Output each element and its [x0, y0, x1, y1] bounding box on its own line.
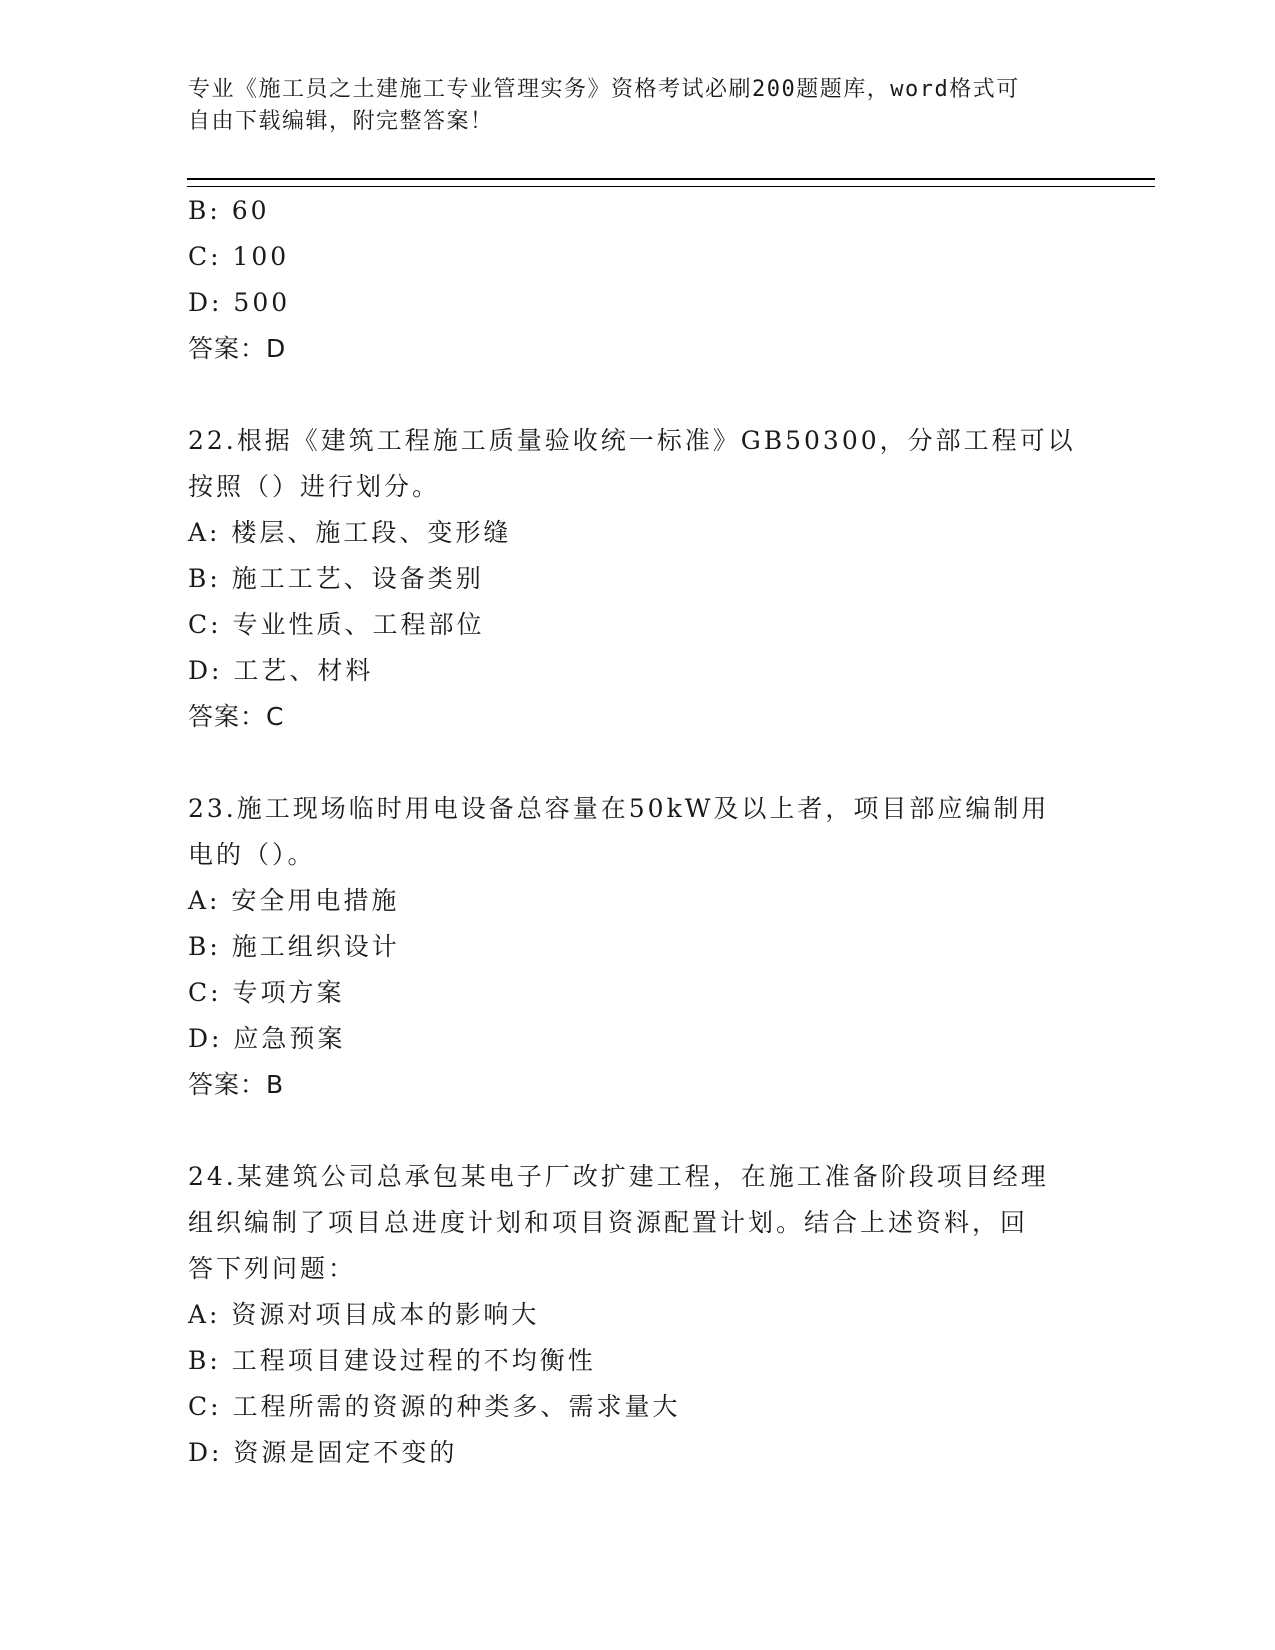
question-text-line: 组织编制了项目总进度计划和项目资源配置计划。结合上述资料，回	[188, 1208, 1029, 1237]
option-d: D: 工艺、材料	[188, 656, 374, 685]
question-text-line: 电的（）。	[188, 840, 316, 869]
header-divider	[187, 178, 1155, 187]
option-c: C: 专项方案	[188, 978, 345, 1007]
option-a: A: 资源对项目成本的影响大	[188, 1300, 540, 1329]
question-23	[188, 786, 1068, 1108]
question-text-line: 22.根据《建筑工程施工质量验收统一标准》GB50300，分部工程可以	[188, 426, 1076, 455]
option-d: D: 500	[188, 288, 291, 317]
question-24	[188, 1154, 1068, 1476]
option-b: B: 施工组织设计	[188, 932, 400, 961]
spacer	[188, 1108, 1068, 1154]
option-d: D: 应急预案	[188, 1024, 346, 1053]
question-21-continued	[188, 188, 1068, 372]
header-title-line-1: 专业《施工员之土建施工专业管理实务》资格考试必刷200题题库，word格式可	[188, 77, 1020, 102]
question-text-line: 24.某建筑公司总承包某电子厂改扩建工程，在施工准备阶段项目经理	[188, 1162, 1049, 1191]
question-text-line: 23.施工现场临时用电设备总容量在50kW及以上者，项目部应编制用	[188, 794, 1050, 823]
answer-line: 答案：B	[188, 1070, 285, 1099]
option-d: D: 资源是固定不变的	[188, 1438, 458, 1467]
option-c: C: 专业性质、工程部位	[188, 610, 485, 639]
option-c: C: 100	[188, 242, 290, 271]
document-header	[188, 74, 1068, 138]
option-b: B: 工程项目建设过程的不均衡性	[188, 1346, 596, 1375]
option-b: B: 施工工艺、设备类别	[188, 564, 484, 593]
spacer	[188, 372, 1068, 418]
question-text-line: 按照（）进行划分。	[188, 472, 441, 501]
question-text-line: 答下列问题：	[188, 1254, 357, 1283]
header-title-line-2: 自由下载编辑，附完整答案！	[188, 109, 494, 134]
answer-line: 答案：D	[188, 334, 287, 363]
option-a: A: 楼层、施工段、变形缝	[188, 518, 512, 547]
option-c: C: 工程所需的资源的种类多、需求量大	[188, 1392, 681, 1421]
question-22	[188, 418, 1076, 740]
answer-line: 答案：C	[188, 702, 285, 731]
option-b: B: 60	[188, 196, 270, 225]
document-body	[188, 188, 1076, 1476]
option-a: A: 安全用电措施	[188, 886, 400, 915]
spacer	[188, 740, 1068, 786]
